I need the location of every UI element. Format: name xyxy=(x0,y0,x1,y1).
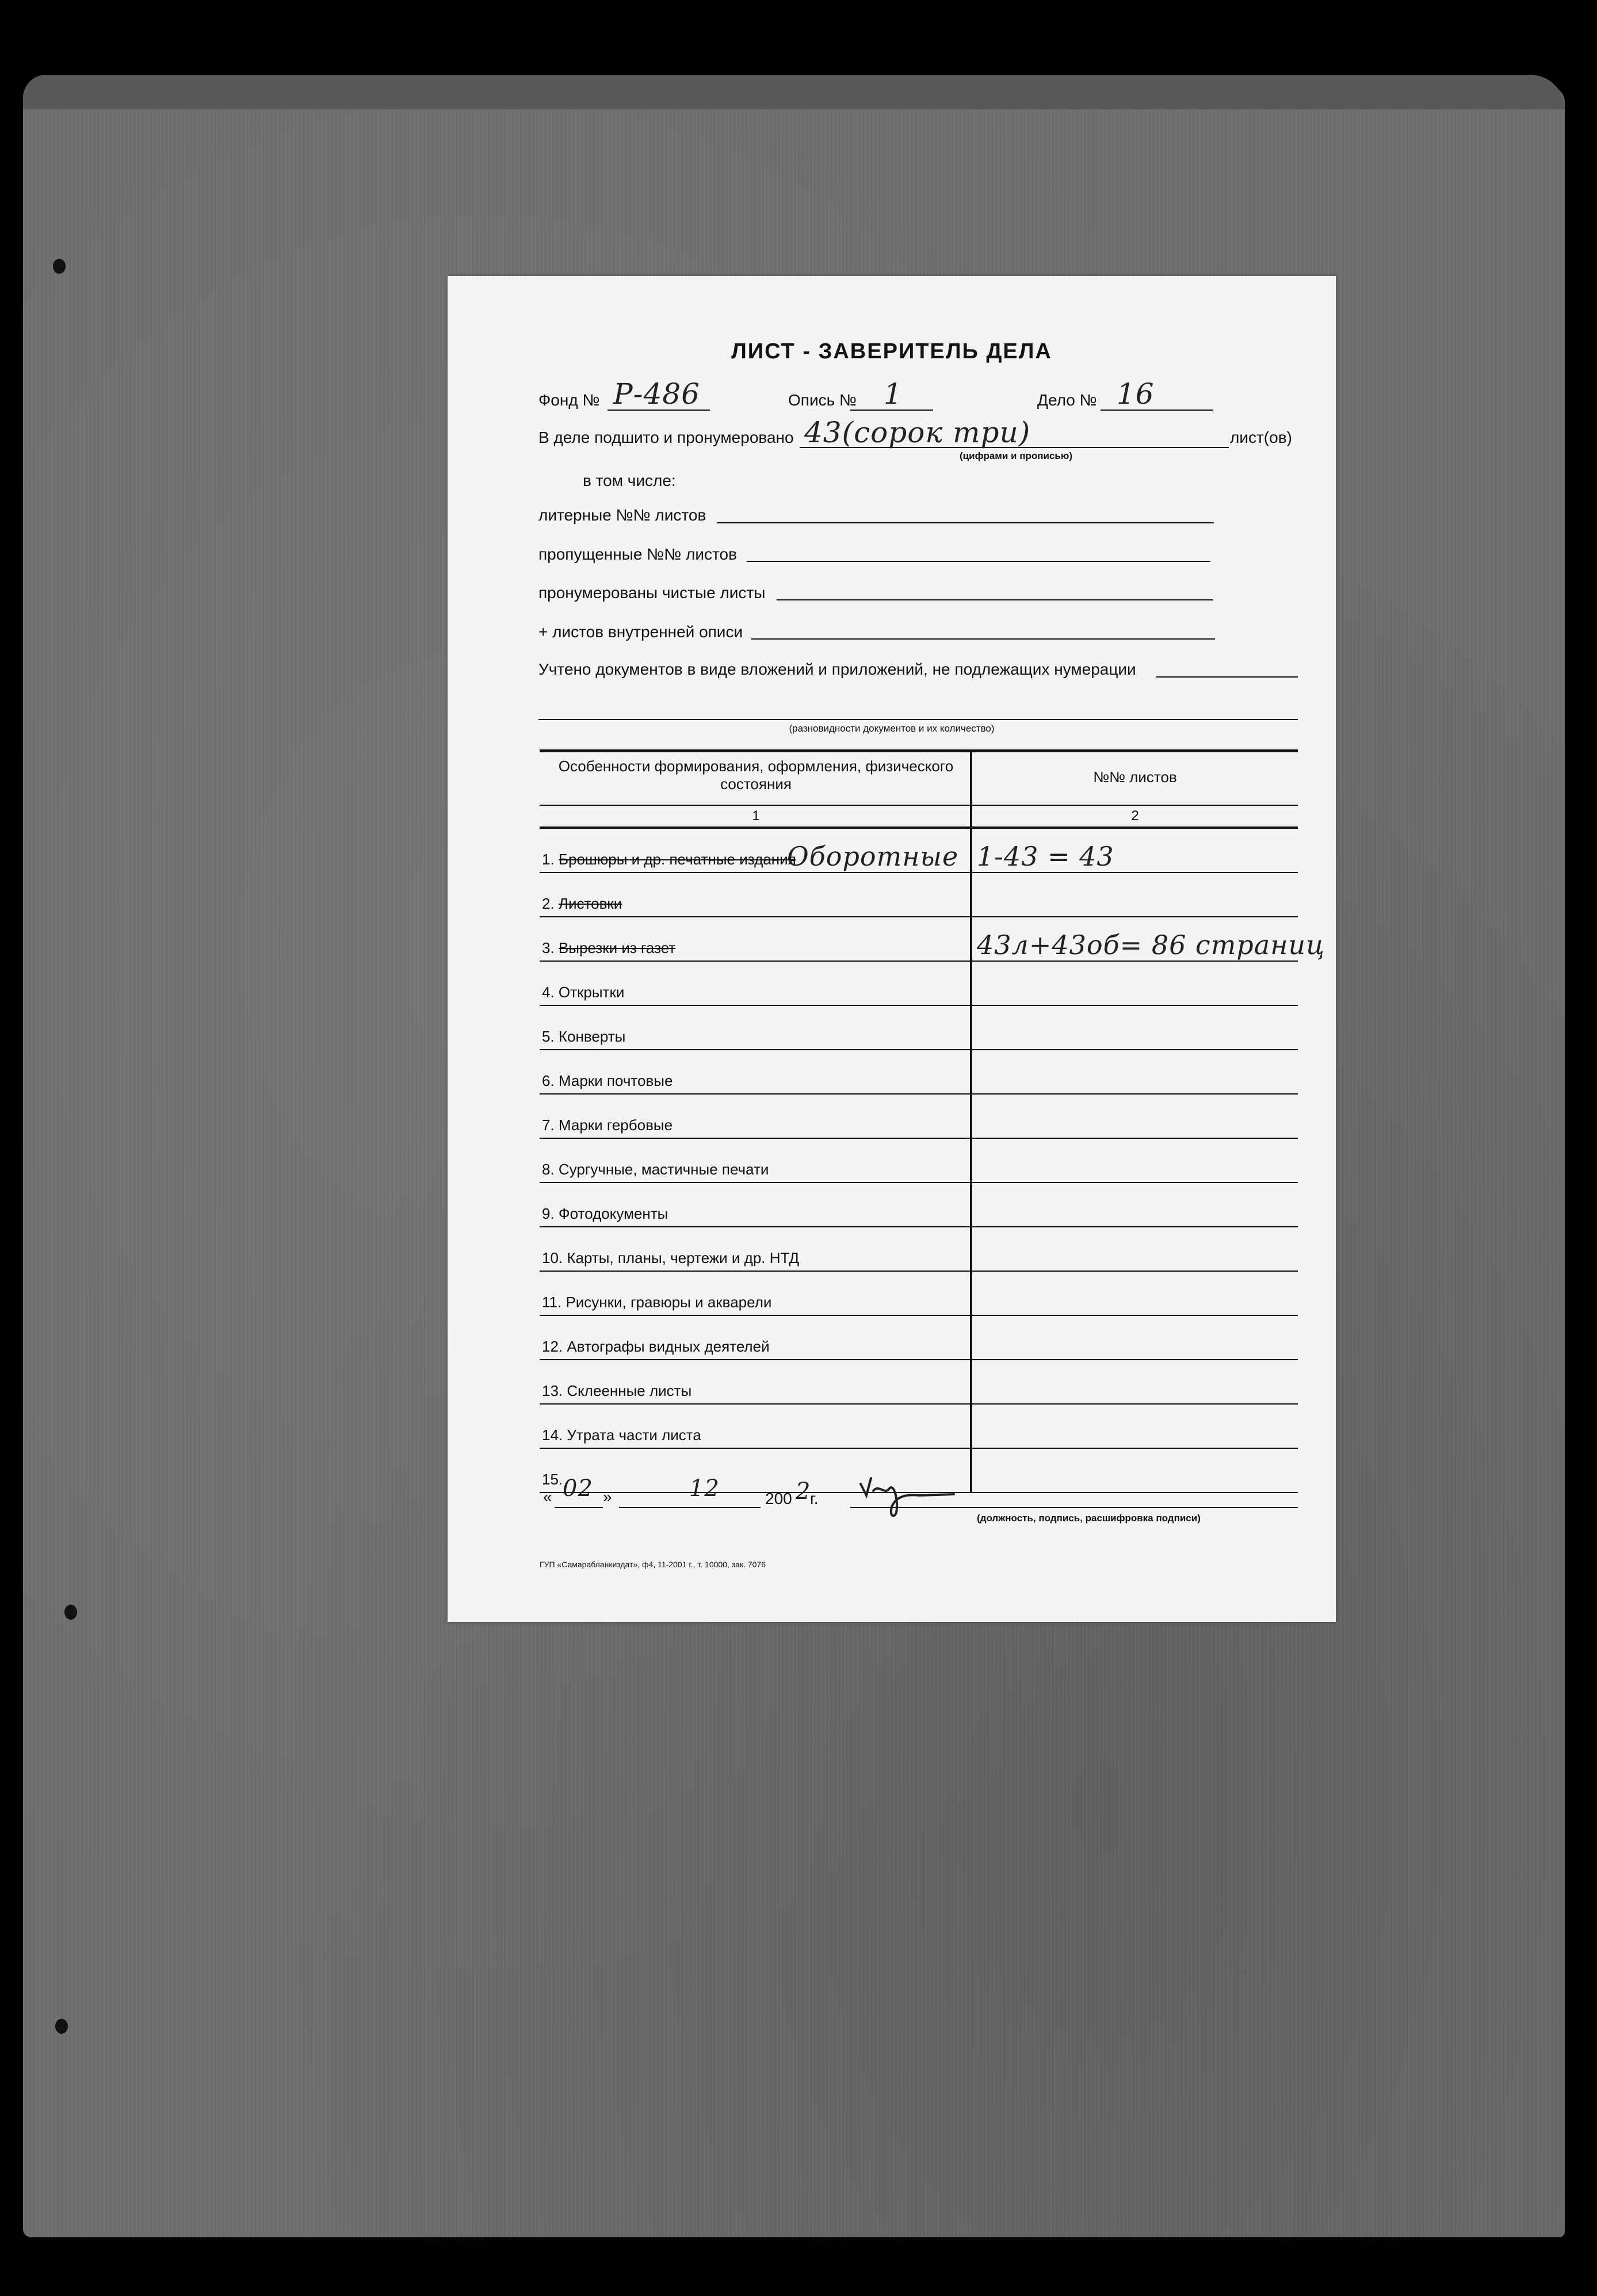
row-feature-cell xyxy=(540,1271,971,1315)
podshito-label: В деле подшито и пронумеровано xyxy=(538,428,794,446)
row-feature-cell xyxy=(540,1183,971,1227)
row-label: 13. Склеенные листы xyxy=(542,1382,692,1399)
table-row xyxy=(540,1315,1298,1360)
v-tom-chisle: в том числе: xyxy=(583,472,676,489)
raznovid-hint: (разновидности документов и их количество) xyxy=(789,723,995,734)
chistye-label: пронумерованы чистые листы xyxy=(538,584,766,602)
table-row xyxy=(540,1360,1298,1404)
ucheno-label: Учтено документов в виде вложений и приложений, не подлежащих нумерации xyxy=(538,660,1136,678)
row-sheet-numbers-cell xyxy=(971,1315,1298,1360)
vnutr-label: + листов внутренней описи xyxy=(538,623,743,641)
row-feature-cell xyxy=(540,917,971,961)
row-sheet-numbers-cell xyxy=(971,1138,1298,1183)
form-title: ЛИСТ - ЗАВЕРИТЕЛЬ ДЕЛА xyxy=(731,339,1052,363)
col1-number: 1 xyxy=(540,805,971,828)
features-table xyxy=(540,749,1325,1493)
table-row xyxy=(540,1138,1298,1183)
folder-hole-bottom xyxy=(55,2019,68,2034)
row-label: 1. xyxy=(542,851,559,868)
row-sheet-numbers-cell xyxy=(971,873,1298,917)
table-row xyxy=(540,1404,1298,1448)
row-label: 12. Автографы видных деятелей xyxy=(542,1338,770,1355)
cifry-hint: (цифрами и прописью) xyxy=(960,450,1073,461)
row-handwritten-sheet-numbers: 1-43 = 43 xyxy=(977,841,1114,872)
row-sheet-numbers-cell xyxy=(971,1094,1298,1138)
delo-value: 16 xyxy=(1117,377,1155,411)
row-sheet-numbers-cell xyxy=(971,1360,1298,1404)
row-label: 15. xyxy=(542,1471,563,1488)
table-row xyxy=(540,917,1298,961)
row-label: 10. Карты, планы, чертежи и др. НТД xyxy=(542,1249,800,1266)
literal-label: литерные №№ листов xyxy=(538,506,706,524)
folder-hole-middle xyxy=(64,1605,77,1620)
folder-hole-top xyxy=(53,259,66,274)
date-year-prefix: 200 xyxy=(765,1490,792,1507)
delo-label: Дело № xyxy=(1037,391,1097,409)
handwritten-signature xyxy=(856,1461,960,1524)
table-row xyxy=(540,1183,1298,1227)
table-row xyxy=(540,1050,1298,1094)
date-year-digit: 2 xyxy=(796,1478,811,1505)
row-handwritten-note: Оборотные xyxy=(787,841,959,872)
date-year-suffix: г. xyxy=(810,1490,819,1507)
date-close-quote: » xyxy=(603,1488,612,1506)
opis-label: Опись № xyxy=(788,391,857,409)
row-feature-cell xyxy=(540,1360,971,1404)
row-sheet-numbers-cell xyxy=(971,1227,1298,1271)
row-feature-cell xyxy=(540,1094,971,1138)
row-sheet-numbers-cell xyxy=(971,1448,1298,1493)
row-sheet-numbers-cell xyxy=(971,917,1325,961)
row-sheet-numbers-cell xyxy=(971,1271,1298,1315)
row-feature-cell xyxy=(540,828,971,873)
row-feature-cell xyxy=(540,873,971,917)
row-label: 8. Сургучные, мастичные печати xyxy=(542,1161,769,1178)
row-sheet-numbers-cell xyxy=(971,1050,1298,1094)
row-label: 3. xyxy=(542,939,559,956)
fond-label: Фонд № xyxy=(538,391,600,409)
col1-header: Особенности формирования, оформления, физического состояния xyxy=(540,749,971,805)
row-feature-cell xyxy=(540,961,971,1005)
row-sheet-numbers-cell xyxy=(971,961,1298,1005)
row-label: 4. Открытки xyxy=(542,984,625,1001)
row-feature-cell xyxy=(540,1138,971,1183)
row-feature-cell xyxy=(540,1005,971,1050)
row-struck-label: Брошюры и др. печатные издания xyxy=(558,851,796,868)
row-feature-cell xyxy=(540,1315,971,1360)
row-label: 11. Рисунки, гравюры и акварели xyxy=(542,1294,772,1311)
date-month: 12 xyxy=(689,1475,720,1502)
row-handwritten-sheet-numbers: 43л+43об= 86 страниц xyxy=(977,929,1325,961)
col2-number: 2 xyxy=(971,805,1298,828)
fond-value: Р-486 xyxy=(613,377,700,411)
row-struck-label: Вырезки из газет xyxy=(558,939,676,956)
row-label: 7. Марки гербовые xyxy=(542,1116,673,1134)
certification-sheet xyxy=(448,276,1336,1622)
table-row xyxy=(540,961,1298,1005)
row-feature-cell xyxy=(540,1050,971,1094)
col2-header: №№ листов xyxy=(971,749,1298,805)
row-sheet-numbers-cell xyxy=(971,828,1298,873)
row-sheet-numbers-cell xyxy=(971,1005,1298,1050)
opis-value: 1 xyxy=(884,377,903,411)
table-row xyxy=(540,1094,1298,1138)
printer-imprint: ГУП «Самарабланкиздат», ф4, 11-2001 г., т. 10000, зак. 7076 xyxy=(540,1560,766,1569)
propusk-label: пропущенные №№ листов xyxy=(538,545,737,563)
row-sheet-numbers-cell xyxy=(971,1404,1298,1448)
date-open-quote: « xyxy=(543,1488,552,1506)
row-feature-cell xyxy=(540,1227,971,1271)
signature-hint: (должность, подпись, расшифровка подписи) xyxy=(977,1513,1201,1524)
row-label: 2. xyxy=(542,895,559,912)
table-row xyxy=(540,1227,1298,1271)
row-label: 9. Фотодокументы xyxy=(542,1205,668,1222)
table-row xyxy=(540,873,1298,917)
row-label: 6. Марки почтовые xyxy=(542,1072,673,1089)
row-feature-cell xyxy=(540,1404,971,1448)
row-label: 14. Утрата части листа xyxy=(542,1426,701,1444)
table-row xyxy=(540,828,1298,873)
podshito-value: 43(сорок три) xyxy=(804,416,1031,449)
folder-torn-edge xyxy=(23,75,1565,109)
date-day: 02 xyxy=(563,1475,593,1502)
row-struck-label: Листовки xyxy=(558,895,622,912)
row-label: 5. Конверты xyxy=(542,1028,626,1045)
row-sheet-numbers-cell xyxy=(971,1183,1298,1227)
listov-label: лист(ов) xyxy=(1230,428,1292,446)
table-row xyxy=(540,1271,1298,1315)
table-row xyxy=(540,1005,1298,1050)
